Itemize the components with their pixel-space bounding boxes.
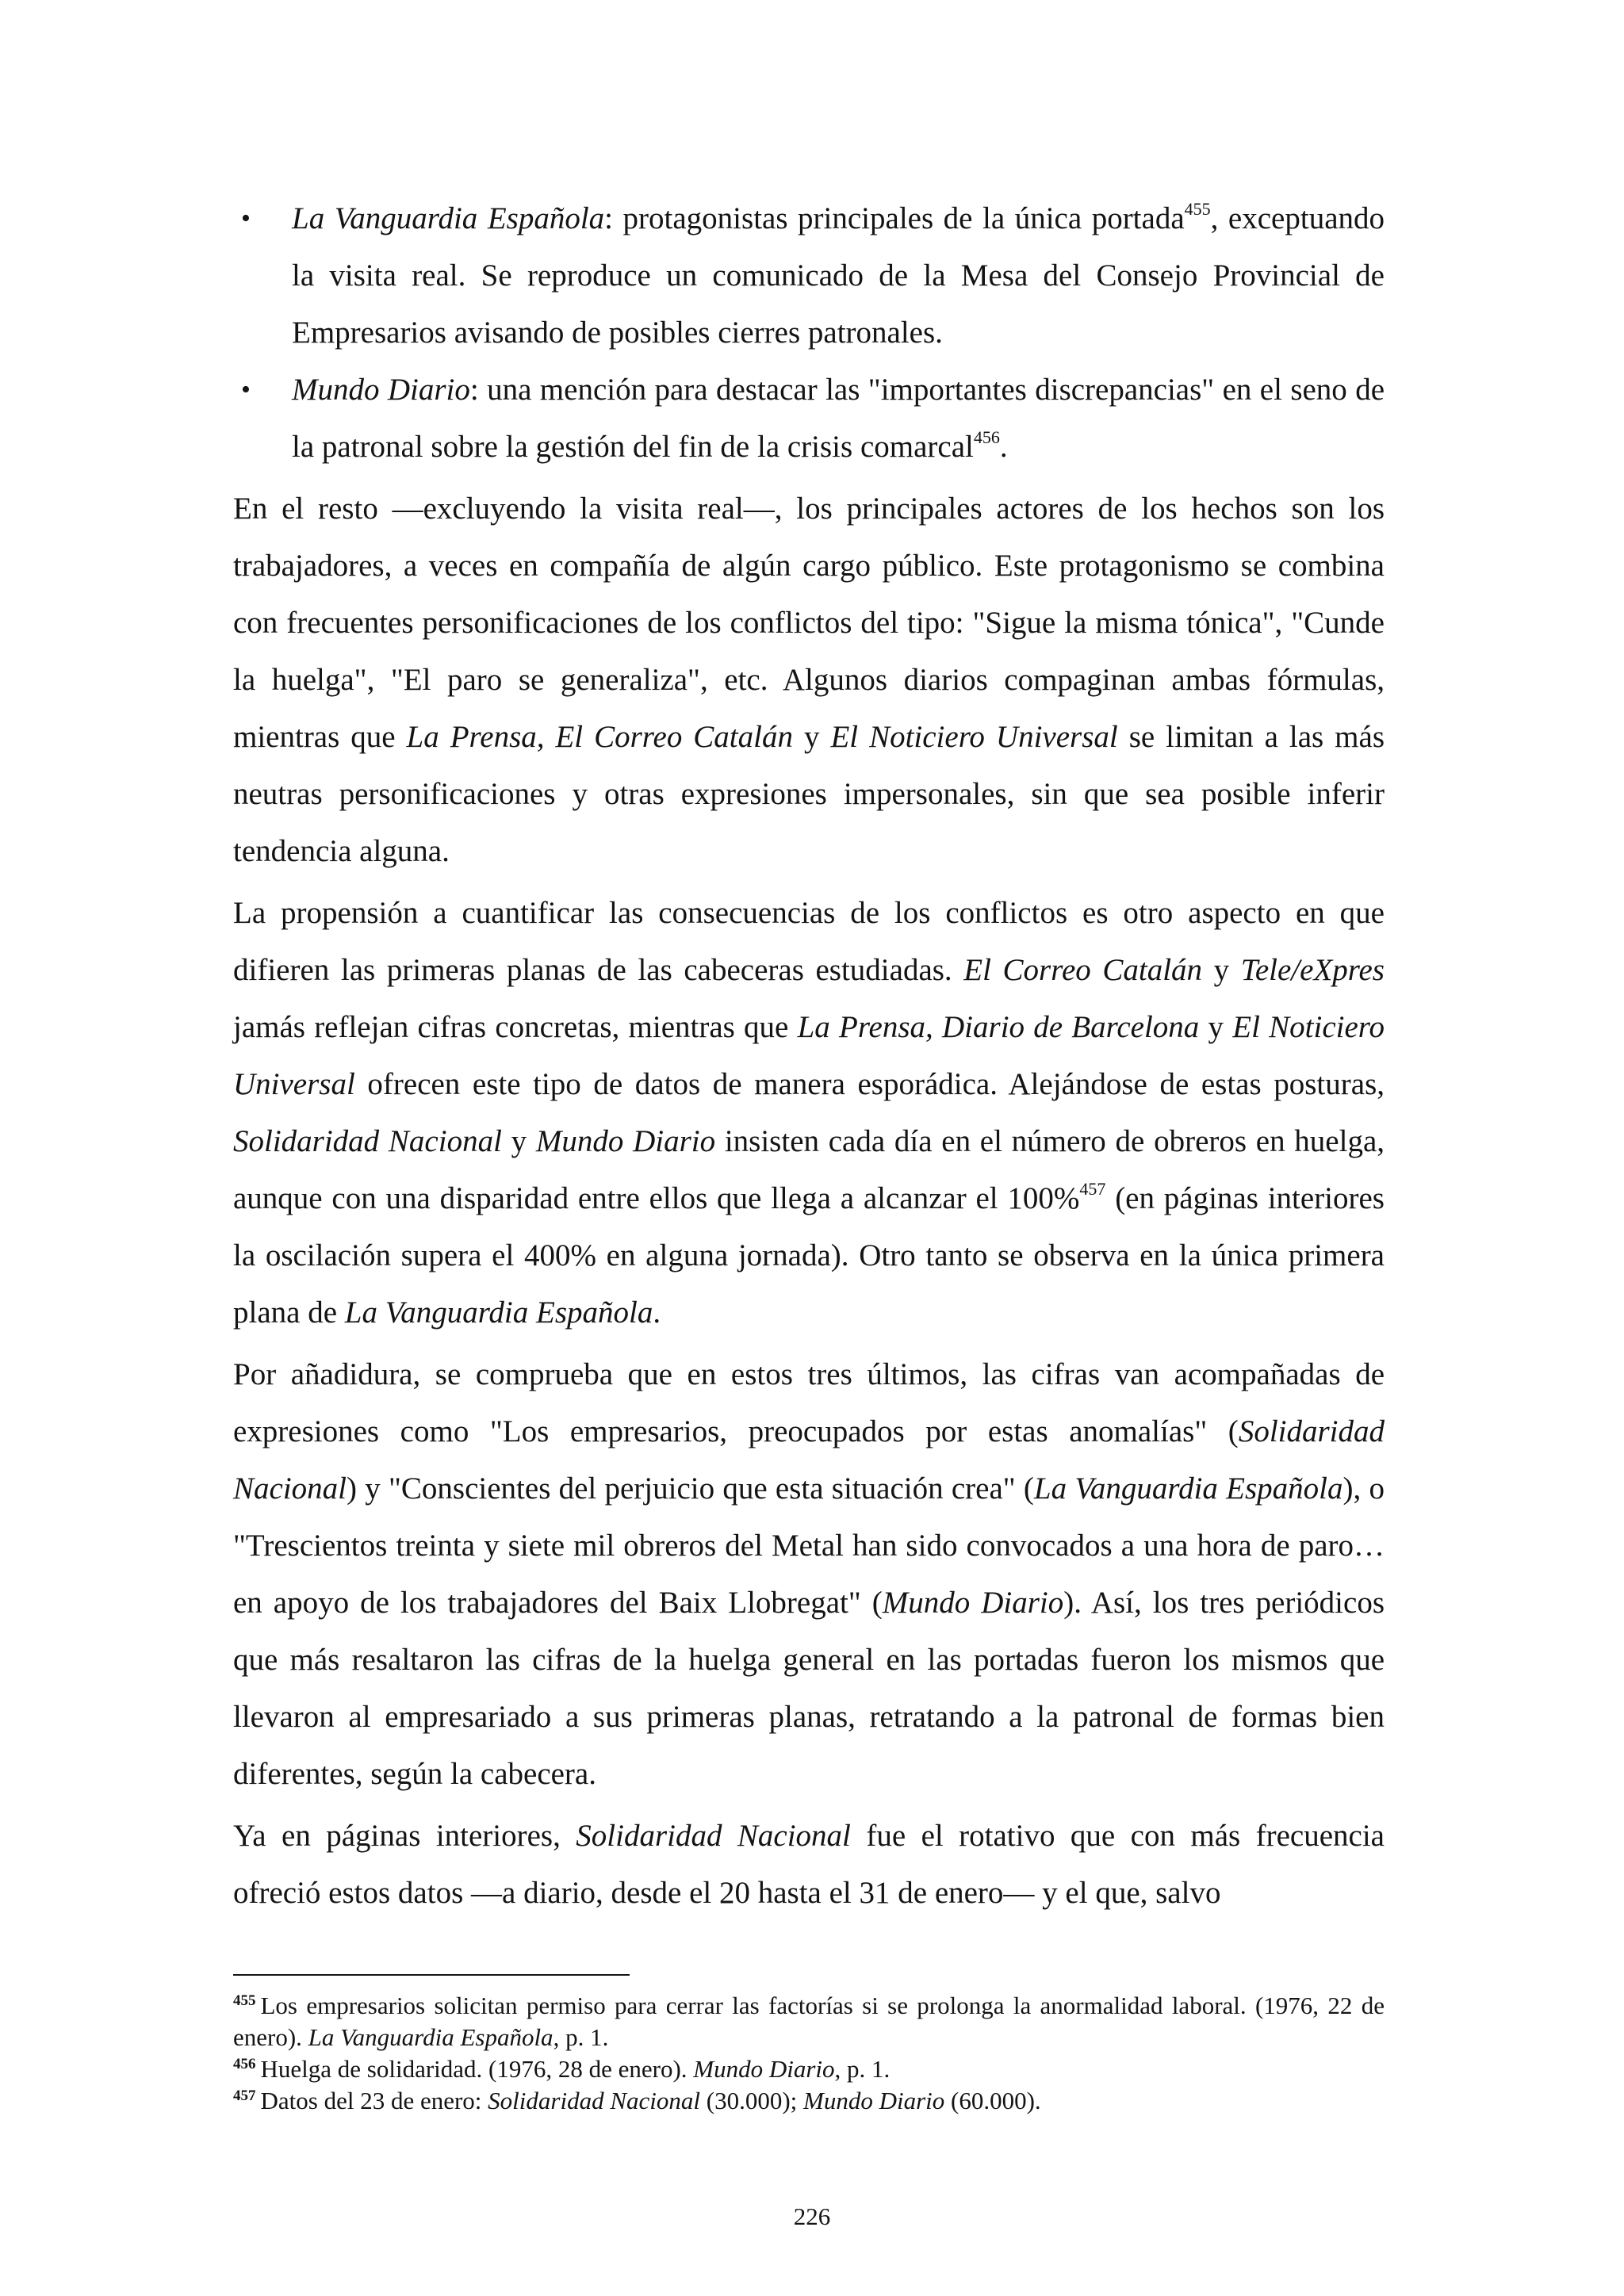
text-run: Los empresarios solicitan permiso para cerrar las factorías si se prolonga la anormalidad laboral. (1976, 22 de enero). (233, 1992, 1385, 2051)
bullet-text (292, 373, 1385, 464)
text-run: En el resto —excluyendo la visita real—, los principales actores de los hechos son los trabajadores, a veces en compañía de algún cargo público. Este protagonismo se combina con frecuentes personificaciones de los conflictos del tipo: "Sigue la misma tónica", "Cunde la huelga", "El paro se generaliza", etc. Algunos diarios compaginan ambas fórmulas, mientras que (233, 492, 1385, 754)
footnote (233, 2085, 1385, 2117)
text-run: y (501, 1124, 536, 1158)
text-run: Huelga de solidaridad. (1976, 28 de enero). (260, 2055, 694, 2083)
italic-text: Solidaridad Nacional (488, 2087, 700, 2114)
text-run: . (653, 1295, 661, 1330)
bullet-item (233, 362, 1385, 476)
footnote-ref: 457 (1079, 1179, 1106, 1199)
text-run: (en páginas interiores la oscilación supera el 400% en alguna jornada). Otro tanto se observa en la única primera plana de (233, 1181, 1385, 1330)
italic-text: Mundo Diario (292, 373, 470, 407)
text-run: , p. 1. (553, 2023, 609, 2051)
italic-text: La Vanguardia Española (292, 201, 605, 235)
italic-text: La Vanguardia Española (344, 1295, 653, 1330)
text-run: y (792, 720, 831, 754)
body-paragraph (233, 480, 1385, 880)
italic-text: Tele/eXpres (1240, 953, 1385, 987)
bullet-marker: • (241, 204, 251, 233)
footnotes (233, 1990, 1385, 2117)
body-paragraph (233, 1808, 1385, 1922)
italic-text: La Prensa, El Correo Catalán (406, 720, 793, 754)
italic-text: La Prensa, Diario de Barcelona (797, 1010, 1200, 1044)
italic-text: El Noticiero Universal (830, 720, 1118, 754)
footnote-number: 457 (233, 2087, 256, 2104)
body-paragraph (233, 1346, 1385, 1803)
text-run: . (999, 430, 1008, 464)
footnote (233, 1990, 1385, 2053)
text-run: Datos del 23 de enero: (260, 2087, 488, 2114)
bullet-text (292, 201, 1385, 350)
text-run: La propensión a cuantificar las consecuencias de los conflictos es otro aspecto en que difieren las primeras planas de las cabeceras estudiadas. (233, 896, 1385, 987)
italic-text: El Correo Catalán (963, 953, 1203, 987)
italic-text: Mundo Diario (693, 2055, 835, 2083)
text-run: y (1202, 953, 1241, 987)
italic-text: Mundo Diario (882, 1586, 1064, 1620)
text-run: se limitan a las más neutras personificaciones y otras expresiones impersonales, sin que sea posible inferir tendencia alguna. (233, 720, 1385, 868)
italic-text: Mundo Diario (535, 1124, 716, 1158)
footnote-separator (233, 1974, 630, 1976)
italic-text: Solidaridad Nacional (233, 1414, 1385, 1506)
text-run: Ya en páginas interiores, (233, 1819, 576, 1853)
text-run: ofrecen este tipo de datos de manera esporádica. Alejándose de estas posturas, (354, 1067, 1385, 1101)
italic-text: La Vanguardia Española (1033, 1471, 1343, 1506)
footnote-number: 456 (233, 2056, 256, 2072)
page-body (233, 190, 1385, 1922)
italic-text: Solidaridad Nacional (233, 1124, 502, 1158)
text-run: : protagonistas principales de la única portada (604, 201, 1185, 235)
text-run: : una mención para destacar las "importantes discrepancias" en el seno de la patronal sobre la gestión del fin de la crisis comarcal (292, 373, 1385, 464)
text-run: jamás reflejan cifras concretas, mientras que (233, 1010, 798, 1044)
text-run: insisten cada día en el número de obreros en huelga, aunque con una disparidad entre ellos que llega a alcanzar el 100% (233, 1124, 1385, 1215)
text-run: , exceptuando la visita real. Se reproduce un comunicado de la Mesa del Consejo Provincial de Empresarios avisando de posibles cierres patronales. (292, 201, 1385, 350)
italic-text: Solidaridad Nacional (576, 1819, 851, 1853)
footnote-ref: 455 (1184, 199, 1211, 219)
italic-text: El Noticiero Universal (233, 1010, 1385, 1101)
text-run: ), o "Trescientos treinta y siete mil obreros del Metal han sido convocados a una hora de paro… en apoyo de los trabajadores del Baix Llobregat" ( (233, 1471, 1385, 1620)
italic-text: Mundo Diario (803, 2087, 945, 2114)
text-run: y (1199, 1010, 1233, 1044)
text-run: , p. 1. (834, 2055, 891, 2083)
footnote-number: 455 (233, 1992, 256, 2009)
footnote-text (261, 2087, 1041, 2114)
text-run: Por añadidura, se comprueba que en estos tres últimos, las cifras van acompañadas de expresiones como "Los empresarios, preocupados por estas anomalías" ( (233, 1357, 1385, 1448)
text-run: (30.000); (700, 2087, 804, 2114)
bullet-marker: • (241, 375, 251, 404)
bullet-item (233, 190, 1385, 362)
text-run: (60.000). (944, 2087, 1041, 2114)
footnote-text (233, 1992, 1385, 2051)
text-run: ) y "Conscientes del perjuicio que esta situación crea" ( (347, 1471, 1034, 1506)
body-paragraph (233, 885, 1385, 1341)
italic-text: La Vanguardia Española (308, 2023, 553, 2051)
text-run: fue el rotativo que con más frecuencia ofreció estos datos —a diario, desde el 20 hasta el 31 de enero— y el que, salvo (233, 1819, 1385, 1910)
footnote-text (261, 2055, 891, 2083)
bullet-list (233, 190, 1385, 476)
page-number: 226 (793, 2202, 831, 2230)
text-run: ). Así, los tres periódicos que más resaltaron las cifras de la huelga general en las portadas fueron los mismos que llevaron al empresariado a sus primeras planas, retratando a la patronal de formas bien diferentes, según la cabecera. (233, 1586, 1385, 1791)
footnote-ref: 456 (973, 427, 1000, 447)
footnote (233, 2053, 1385, 2085)
